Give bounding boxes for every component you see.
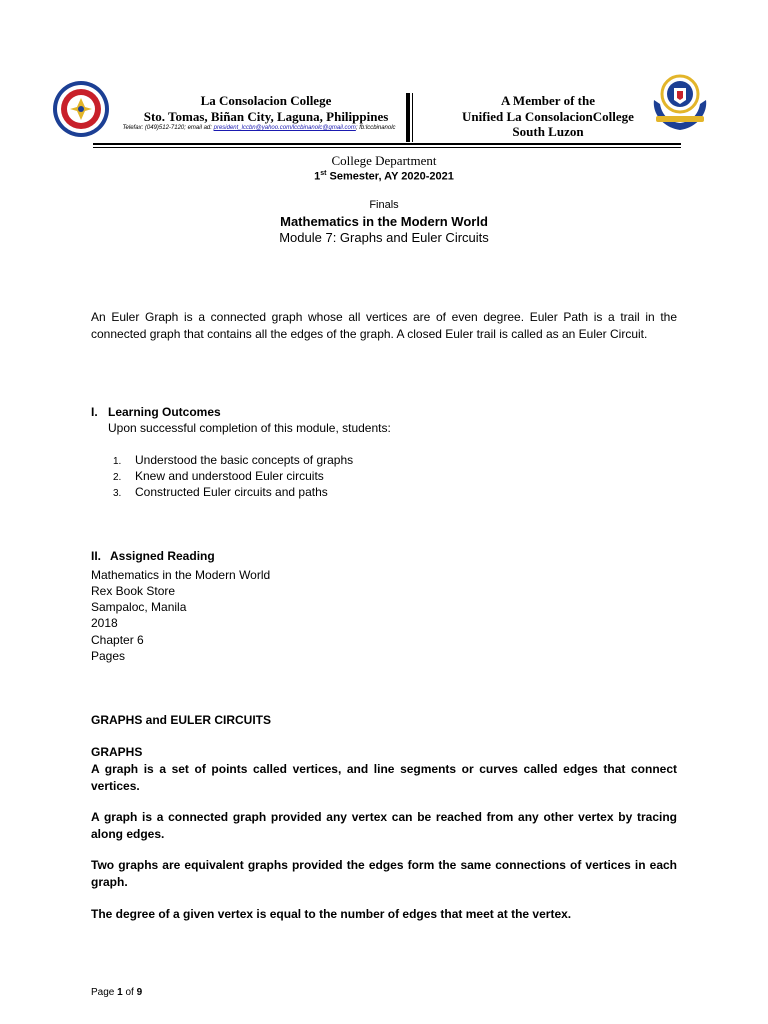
contact-prefix: Telefax: (049)512-7120; email ad: (122, 125, 214, 131)
semester-number: 1 (314, 170, 321, 183)
member-line-2: Unified La ConsolacionCollege (462, 109, 634, 124)
definition-paragraph: A graph is a set of points called vertices, and line segments or curves called edges that connect vertices. (91, 762, 677, 793)
section-subtitle: GRAPHS (91, 745, 143, 759)
college-address: Sto. Tomas, Biñan City, Laguna, Philippines (143, 109, 389, 124)
definition-paragraph: A graph is a connected graph provided any vertex can be reached from any other vertex by tracing along edges. (91, 810, 677, 841)
reading-line: Mathematics in the Modern World (91, 568, 271, 582)
outcome-item (113, 453, 353, 467)
outcome-text: Understood the basic concepts of graphs (135, 453, 354, 467)
reading-line: 2018 (91, 616, 118, 630)
reading-line: Chapter 6 (91, 633, 144, 647)
outcome-number: 2. (113, 472, 122, 483)
outcome-item (113, 485, 328, 499)
contact-info (100, 125, 418, 131)
assigned-reading-numeral: II. (91, 549, 102, 563)
header-rule-thin (93, 147, 681, 148)
outcome-number: 3. (113, 488, 122, 499)
outcome-text: Knew and understood Euler circuits (135, 469, 324, 483)
header-rule (93, 143, 681, 145)
reading-line: Rex Book Store (91, 584, 176, 598)
intro-paragraph: An Euler Graph is a connected graph whose all vertices are of even degree. Euler Path is a trail in the connected graph that contains all the edges of the graph. A closed Euler trail is called as an Euler Circuit. (91, 310, 677, 341)
section-title: GRAPHS and EULER CIRCUITS (91, 713, 272, 727)
learning-outcomes-title: Learning Outcomes (108, 405, 221, 419)
department-title: College Department (331, 153, 437, 168)
college-name: La Consolacion College (200, 93, 332, 108)
contact-email-link[interactable]: president_lccbn@yahoo.com/lccbinanolc@gmail.com (213, 125, 356, 131)
outcome-text: Constructed Euler circuits and paths (135, 485, 328, 499)
outcome-item (113, 469, 324, 483)
member-line-3: South Luzon (512, 124, 584, 139)
header-vertical-divider-thin (412, 93, 413, 142)
learning-outcomes-numeral: I. (91, 405, 98, 419)
definition-paragraph: The degree of a given vertex is equal to the number of edges that meet at the vertex. (91, 907, 572, 921)
learning-outcomes-lead: Upon successful completion of this module, students: (108, 421, 391, 435)
assigned-reading-title: Assigned Reading (110, 549, 215, 563)
page-number (91, 987, 142, 998)
reading-line: Pages (91, 649, 126, 663)
reading-line: Sampaloc, Manila (91, 600, 187, 614)
page-word: Page (91, 987, 115, 998)
current-page: 1 (117, 987, 123, 998)
semester-superscript: st (320, 170, 327, 177)
contact-suffix: ; fb:lccbinanolc (355, 125, 396, 131)
member-line-1: A Member of the (501, 93, 595, 108)
module-title: Module 7: Graphs and Euler Circuits (279, 230, 489, 245)
definition-paragraph: Two graphs are equivalent graphs provided the edges form the same connections of vertices in each graph. (91, 858, 677, 889)
assigned-reading-heading (91, 549, 215, 563)
semester-text: Semester, AY 2020-2021 (326, 170, 454, 183)
course-title: Mathematics in the Modern World (280, 214, 488, 229)
term-label: Finals (369, 199, 399, 211)
learning-outcomes-heading (91, 405, 221, 419)
outcome-number: 1. (113, 456, 122, 467)
of-word: of (125, 987, 134, 998)
header-vertical-divider (406, 93, 410, 142)
total-pages: 9 (136, 987, 143, 998)
semester-line (0, 170, 768, 183)
